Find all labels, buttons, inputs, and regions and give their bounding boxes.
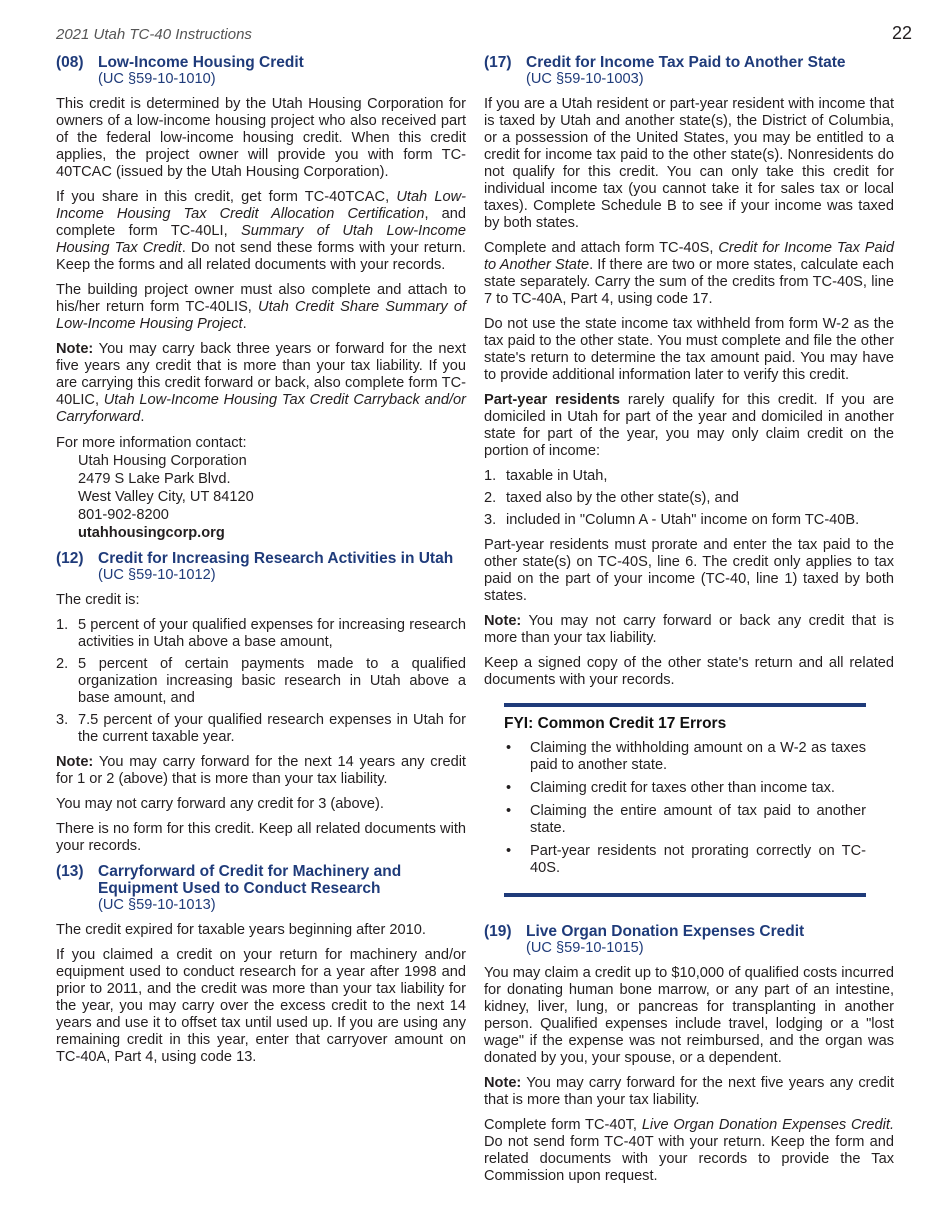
section-number: (17): [484, 54, 512, 71]
paragraph: The building project owner must also complete and attach to his/her return form TC-40LIS, Utah Credit Share Summary of Low-Income Housing Project.: [56, 282, 467, 332]
paragraph: You may not carry forward any credit for 3 (above).: [56, 796, 384, 812]
paragraph: The credit is:: [56, 592, 140, 608]
section-citation: (UC §59-10-1010): [98, 71, 216, 87]
note-paragraph: Note: You may carry forward for the next five years any credit that is more than your tax liability.: [484, 1075, 894, 1108]
bullet-icon: •: [506, 843, 512, 859]
paragraph: You may claim a credit up to $10,000 of qualified costs incurred for donating human bone marrow, or any part of an intestine, kidney, liver, lung, or pancreas for transplanting in another person. Qualified expenses include travel, lodging or a "lost wage" if the expense was not reimbursed, and the organ was donated by you, your spouse, or a dependent.: [484, 965, 894, 1066]
paragraph: Complete form TC-40T, Live Organ Donation Expenses Credit. Do not send form TC-40T with your return. Keep the form and related documents with your records to provide the Tax Commission upon request.: [484, 1117, 894, 1184]
section-title: Credit for Increasing Research Activities in Utah: [98, 550, 454, 567]
paragraph: Complete and attach form TC-40S, Credit for Income Tax Paid to Another State. If there are two or more states, calculate each state separately. Carry the sum of the credits from TC-40S, line 7 to TC-40A, Part 4, using code 17.: [484, 240, 895, 307]
paragraph: If you are a Utah resident or part-year resident with income that is taxed by Utah and another state(s), the District of Columbia, or a possession of the United States, you may be entitled to a credit for income tax paid to the other state(s). Nonresidents do not qualify for this credit. You can only take this credit for individual income tax (you cannot take it for sales tax or local taxes). Complete Schedule B to see if your income was taxed by both states.: [484, 96, 894, 231]
bullet-icon: •: [506, 803, 512, 819]
paragraph: Keep a signed copy of the other state's return and all related documents with your records.: [484, 655, 894, 688]
numbered-list: [56, 617, 466, 746]
bullet-icon: •: [506, 740, 512, 756]
left-column: [56, 54, 466, 1074]
paragraph: If you share in this credit, get form TC-40TCAC, Utah Low-Income Housing Tax Credit Allocation Certification, and complete form TC-40LI, Summary of Utah Low-Income Housing Tax Credit. Do not send these forms with your return. Keep the forms and all related documents with your records.: [56, 189, 467, 273]
contact-lead: For more information contact:: [56, 435, 247, 451]
section-title: Credit for Income Tax Paid to Another State: [526, 54, 846, 71]
paragraph: Part-year residents rarely qualify for this credit. If you are domiciled in Utah for part of the year and domiciled in another state for part of the year, you may only claim credit on the portion of income:: [484, 392, 894, 459]
section-citation: (UC §59-10-1015): [526, 940, 644, 956]
list-item: 1. 5 percent of your qualified expenses for increasing research activities in Utah above a base amount,: [56, 617, 466, 650]
contact-city: West Valley City, UT 84120: [78, 489, 254, 505]
section-citation: (UC §59-10-1013): [98, 897, 216, 913]
section-number: (19): [484, 923, 512, 940]
contact-street: 2479 S Lake Park Blvd.: [78, 471, 231, 487]
section-title: Low-Income Housing Credit: [98, 54, 304, 71]
list-item: 3. included in "Column A - Utah" income on form TC-40B.: [484, 512, 860, 528]
list-item: 3. 7.5 percent of your qualified research expenses in Utah for the current taxable year.: [56, 712, 466, 745]
contact-website: utahhousingcorp.org: [78, 525, 225, 541]
section-heading-08: [56, 54, 466, 88]
section-heading-17: [484, 54, 894, 88]
note-paragraph: Note: You may carry back three years or forward for the next five years any credit that is more than your tax liability. If you are carrying this credit forward or back, also complete form TC-40LIC, Utah Low-Income Housing Tax Credit Carryback and/or Carryforward.: [56, 341, 466, 425]
section-citation: (UC §59-10-1012): [98, 567, 216, 583]
document-header-title: 2021 Utah TC-40 Instructions: [56, 26, 252, 43]
section-title: Carryforward of Credit for Machinery and Equipment Used to Conduct Research: [98, 863, 402, 897]
section-title: Live Organ Donation Expenses Credit: [526, 923, 805, 940]
right-column: [484, 54, 894, 1193]
bullet-list: [504, 740, 866, 877]
paragraph: There is no form for this credit. Keep all related documents with your records.: [56, 821, 466, 854]
bullet-icon: •: [506, 780, 512, 796]
paragraph: The credit expired for taxable years beginning after 2010.: [56, 922, 426, 938]
contact-address-block: [56, 434, 466, 542]
contact-organization: Utah Housing Corporation: [78, 453, 247, 469]
section-heading-19: [484, 923, 894, 957]
section-heading-12: [56, 550, 466, 584]
section-number: (12): [56, 550, 84, 567]
section-number: (13): [56, 863, 84, 880]
numbered-list: [484, 468, 894, 529]
list-item: 2. 5 percent of certain payments made to a qualified organization increasing basic research in Utah above a base amount, and: [56, 656, 466, 706]
paragraph: If you claimed a credit on your return for machinery and/or equipment used to conduct research for a year after 1998 and prior to 2011, and the credit was more than your tax liability for the year, you may carry over the excess credit to the next 14 years and use it to offset tax until used up. If you are using any remaining credit in this year, enter that carryover amount on TC-40A, Part 4, using code 13.: [56, 947, 466, 1065]
fyi-title: FYI: Common Credit 17 Errors: [504, 715, 727, 732]
section-number: (08): [56, 54, 84, 71]
section-citation: (UC §59-10-1003): [526, 71, 644, 87]
page-number: 22: [891, 23, 912, 43]
bullet-item: • Claiming credit for taxes other than income tax.: [506, 780, 835, 796]
list-item: 1. taxable in Utah,: [484, 468, 608, 484]
paragraph: Do not use the state income tax withheld from form W-2 as the tax paid to the other state. You must complete and file the other state's return to determine the tax amount paid. You may have to provide additional information later to verify this credit.: [484, 316, 894, 383]
bullet-item: • Claiming the withholding amount on a W-2 as taxes paid to another state.: [506, 740, 866, 773]
paragraph: Part-year residents must prorate and enter the tax paid to the other state(s) on TC-40S, line 6. The credit only applies to tax paid on the part of your income (TC-40, line 1) taxed by both states.: [484, 537, 894, 604]
note-paragraph: Note: You may carry forward for the next 14 years any credit for 1 or 2 (above) that is more than your tax liability.: [56, 754, 466, 787]
bullet-item: • Claiming the entire amount of tax paid to another state.: [506, 803, 866, 836]
fyi-callout-box: [504, 703, 866, 897]
list-item: 2. taxed also by the other state(s), and: [484, 490, 739, 506]
paragraph: This credit is determined by the Utah Housing Corporation for owners of a low-income housing project who also received part of the federal low-income housing credit. When this credit applies, the project owner will provide you with form TC-40TCAC (issued by the Utah Housing Corporation).: [56, 96, 466, 180]
section-heading-13: [56, 863, 466, 914]
note-paragraph: Note: You may not carry forward or back any credit that is more than your tax liability.: [484, 613, 894, 646]
contact-phone: 801-902-8200: [78, 507, 169, 523]
bullet-item: • Part-year residents not prorating correctly on TC-40S.: [506, 843, 866, 876]
